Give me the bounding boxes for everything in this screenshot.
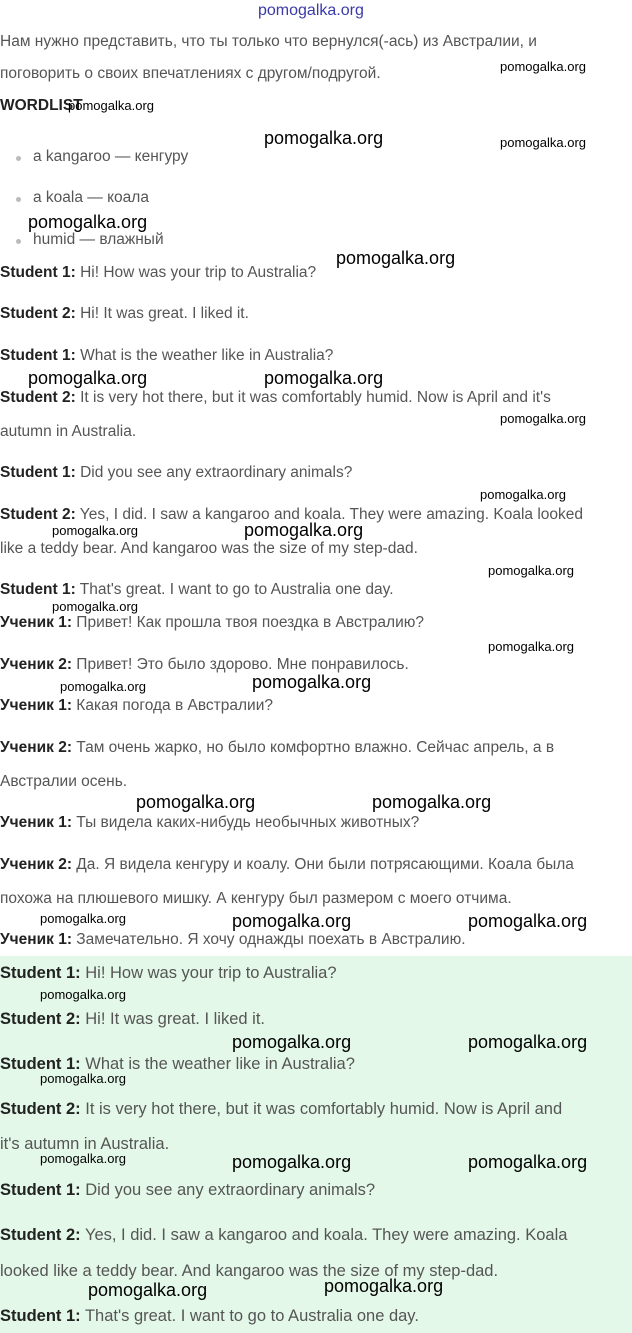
line-text: Какая погода в Австралии? [72,697,273,714]
watermark-text: pomogalka.org [336,248,456,268]
dialogue-line [0,1181,375,1199]
speaker-label: Student 1: [0,581,76,598]
line-text: Да. Я видела кенгуру и коалу. Они были потрясающими. Коала была [72,856,574,873]
speaker-label: Student 2: [0,1010,81,1028]
bullet-icon [16,197,21,202]
watermark-text: pomogalka.org [468,1152,588,1172]
wordlist-item: humid — влажный [33,231,164,248]
dialogue-line [0,581,394,599]
watermark-text: pomogalka.org [40,1151,126,1166]
dialogue-line [0,814,419,832]
watermark-text: pomogalka.org [28,368,148,388]
line-text: What is the weather like in Australia? [80,1055,355,1073]
watermark-text: pomogalka.org [468,1032,588,1052]
watermark-text: pomogalka.org [68,98,154,113]
line-text: Замечательно. Я хочу однажды поехать в Австралию. [72,931,466,948]
dialogue-line [0,1307,419,1325]
speaker-label: Student 1: [0,964,81,982]
speaker-label: Student 2: [0,506,76,523]
line-text: Hi! How was your trip to Australia? [80,964,337,982]
intro-line-2: поговорить о своих впечатлениях с другом/подругой. [0,65,381,82]
dialogue-line [0,464,352,482]
watermark-text: pomogalka.org [258,2,364,19]
line-text: That's great. I want to go to Australia one day. [75,581,394,598]
speaker-label: Student 1: [0,347,76,364]
watermark-text: pomogalka.org [488,639,574,654]
watermark-text: pomogalka.org [244,520,364,540]
watermark-text: pomogalka.org [232,911,352,931]
watermark-text: pomogalka.org [52,599,138,614]
line-continuation: looked like a teddy bear. And kangaroo was the size of my step-dad. [0,1262,499,1280]
dialogue-line [0,347,333,365]
dialogue-line [0,931,466,949]
speaker-label: Student 1: [0,1307,81,1325]
watermark-text: pomogalka.org [500,59,586,74]
speaker-label: Student 1: [0,1055,81,1073]
line-text: Ты видела каких-нибудь необычных животных? [72,814,420,831]
dialogue-line [0,389,551,407]
speaker-label: Ученик 2: [0,856,72,873]
dialogue-line [0,1010,265,1028]
speaker-label: Student 1: [0,264,76,281]
line-text: What is the weather like in Australia? [75,347,334,364]
dialogue-line [0,614,424,632]
wordlist-title: WORDLIST [0,97,83,114]
speaker-label: Student 2: [0,1100,81,1118]
line-text: Hi! It was great. I liked it. [75,305,249,322]
line-continuation: Австралии осень. [0,773,128,790]
watermark-text: pomogalka.org [500,411,586,426]
watermark-text: pomogalka.org [488,563,574,578]
line-text: Привет! Это было здорово. Мне понравилось. [72,656,409,673]
dialogue-line [0,856,574,874]
line-text: That's great. I want to go to Australia one day. [80,1307,419,1325]
wordlist-item: a koala — коала [33,189,149,206]
line-text: It is very hot there, but it was comfortably humid. Now is April and [80,1100,563,1118]
line-text: Hi! It was great. I liked it. [80,1010,265,1028]
bullet-icon [16,239,21,244]
line-text: Hi! How was your trip to Australia? [75,264,317,281]
dialogue-line [0,264,316,282]
intro-line-1: Нам нужно представить, что ты только что вернулся(-ась) из Австралии, и [0,33,537,50]
watermark-text: pomogalka.org [40,1071,126,1086]
line-text: Привет! Как прошла твоя поездка в Австралию? [72,614,424,631]
watermark-text: pomogalka.org [52,523,138,538]
line-text: Там очень жарко, но было комфортно влажно. Сейчас апрель, а в [72,739,555,756]
watermark-text: pomogalka.org [324,1276,444,1296]
watermark-text: pomogalka.org [480,487,566,502]
watermark-text: pomogalka.org [232,1032,352,1052]
line-continuation: it's autumn in Australia. [0,1135,170,1153]
speaker-label: Student 2: [0,305,76,322]
watermark-text: pomogalka.org [232,1152,352,1172]
speaker-label: Ученик 1: [0,814,72,831]
dialogue-line [0,739,554,757]
watermark-text: pomogalka.org [60,679,146,694]
speaker-label: Ученик 1: [0,931,72,948]
watermark-text: pomogalka.org [264,128,384,148]
line-text: It is very hot there, but it was comfortably humid. Now is April and it's [75,389,551,406]
wordlist-item: a kangaroo — кенгуру [33,148,189,165]
speaker-label: Student 1: [0,1181,81,1199]
watermark-text: pomogalka.org [88,1280,208,1300]
line-continuation: like a teddy bear. And kangaroo was the size of my step-dad. [0,540,418,557]
speaker-label: Ученик 1: [0,697,72,714]
watermark-text: pomogalka.org [40,911,126,926]
line-text: Yes, I did. I saw a kangaroo and koala. They were amazing. Koala [80,1226,568,1244]
line-text: Did you see any extraordinary animals? [75,464,353,481]
dialogue-line [0,1100,562,1118]
bullet-icon [16,156,21,161]
watermark-text: pomogalka.org [500,135,586,150]
dialogue-line [0,697,273,715]
watermark-text: pomogalka.org [40,987,126,1002]
watermark-text: pomogalka.org [264,368,384,388]
line-text: Did you see any extraordinary animals? [80,1181,376,1199]
dialogue-line [0,1226,567,1244]
dialogue-line [0,305,249,323]
watermark-text: pomogalka.org [136,792,256,812]
speaker-label: Ученик 2: [0,739,72,756]
speaker-label: Ученик 1: [0,614,72,631]
speaker-label: Student 2: [0,389,76,406]
line-text: Yes, I did. I saw a kangaroo and koala. They were amazing. Koala looked [75,506,584,523]
speaker-label: Ученик 2: [0,656,72,673]
line-continuation: похожа на плюшевого мишку. А кенгуру был размером с моего отчима. [0,890,512,907]
watermark-text: pomogalka.org [28,212,148,232]
speaker-label: Student 2: [0,1226,81,1244]
dialogue-line [0,964,337,982]
speaker-label: Student 1: [0,464,76,481]
watermark-text: pomogalka.org [252,672,372,692]
line-continuation: autumn in Australia. [0,423,137,440]
watermark-text: pomogalka.org [372,792,492,812]
watermark-text: pomogalka.org [468,911,588,931]
